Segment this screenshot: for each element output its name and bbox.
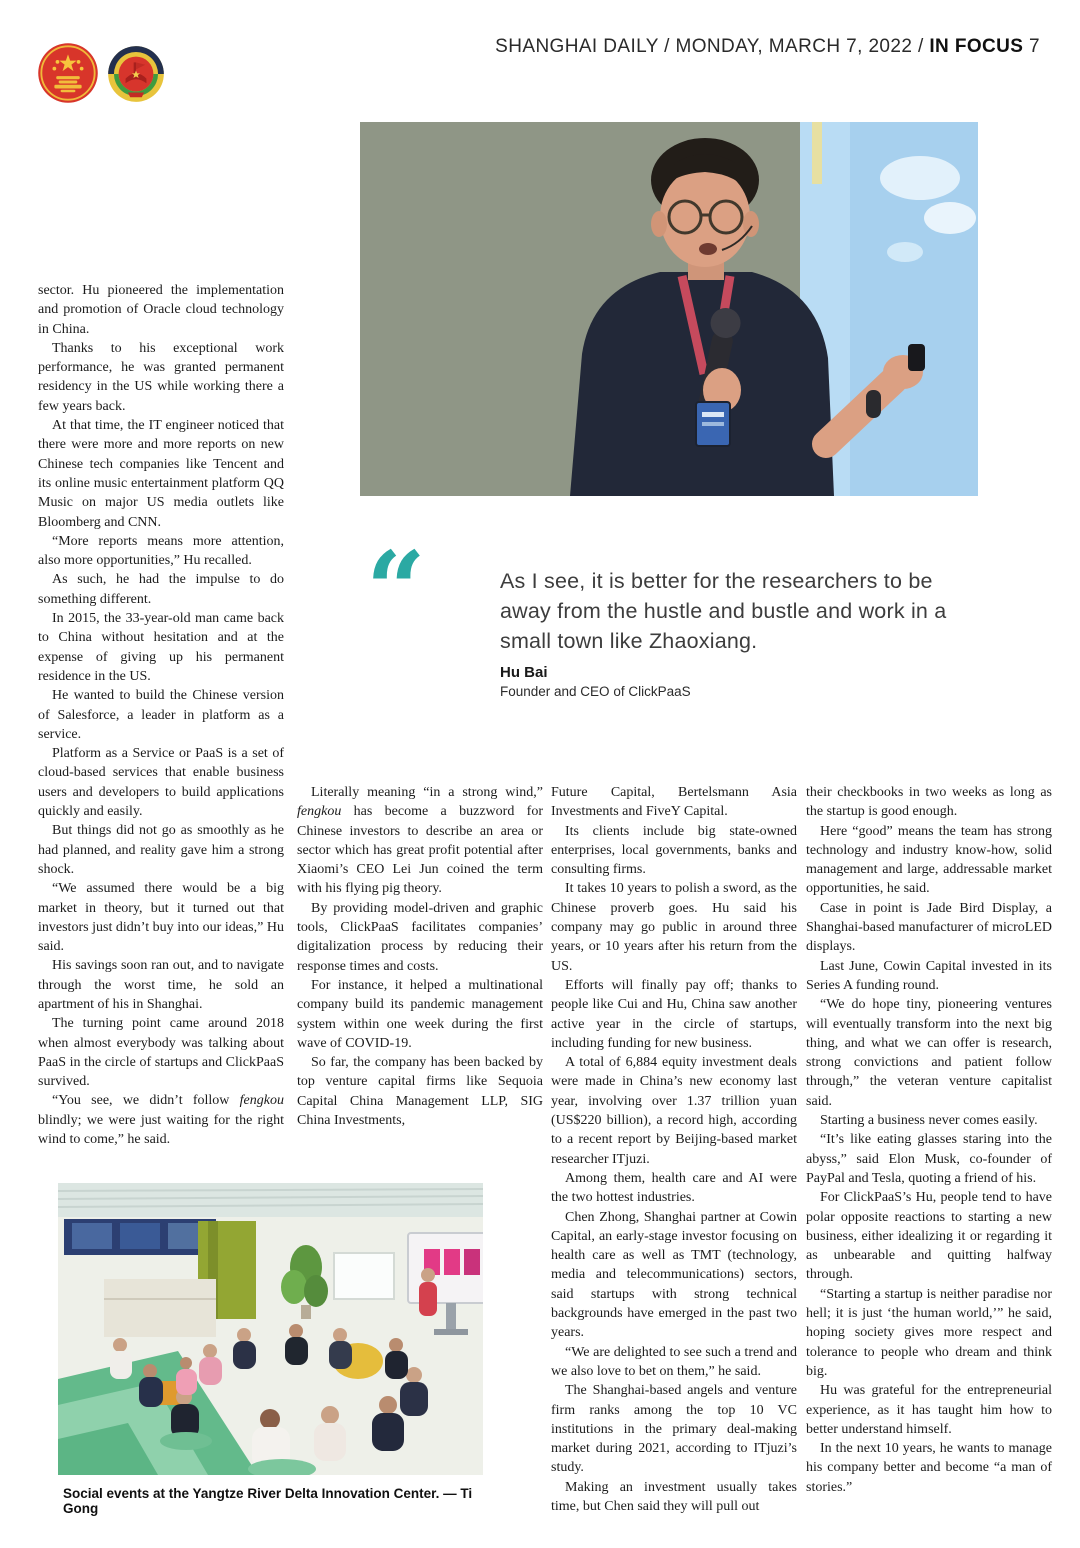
article-paragraph: “We do hope tiny, pioneering ventures will eventually transform into the next big thing, and what we can offer is research, strong convictions and patient follow through,” the veteran venture capitalist said.	[806, 997, 1052, 1109]
quote-author-title: Founder and CEO of ClickPaaS	[500, 684, 691, 699]
bottom-photo-innovation-center	[58, 1183, 483, 1475]
article-paragraph: His savings soon ran out, and to navigate through the worst time, he sold an apartment of his in Shanghai.	[38, 958, 284, 1012]
article-paragraph: For instance, it helped a multinational company build its pandemic management system within one week during the first wave of COVID-19.	[297, 977, 543, 1051]
article-paragraph: For ClickPaaS’s Hu, people tend to have polar opposite reactions to starting a new business, either idealizing it or regarding it as unbearable and quitting halfway through.	[806, 1190, 1052, 1283]
article-paragraph: A total of 6,884 equity investment deals were made in China’s new economy last year, involving over 1.37 trillion yuan (US$220 billion), a record high, according to a recent report by Beijing-based market researcher ITjuzi.	[551, 1055, 797, 1167]
article-paragraph: It takes 10 years to polish a sword, as the Chinese proverb goes. Hu said his company may go public in around three years, or 10 years after his return from the US.	[551, 881, 797, 974]
article-paragraph: their checkbooks in two weeks as long as the startup is good enough.	[806, 785, 1052, 820]
emblem-row	[37, 42, 165, 104]
quote-mark-icon: “	[366, 528, 426, 651]
article-paragraph: Case in point is Jade Bird Display, a Shanghai-based manufacturer of microLED displays.	[806, 900, 1052, 955]
article-column-2	[297, 783, 543, 1130]
article-paragraph: “You see, we didn’t follow fengkou blindly; we were just waiting for the right wind to come,” he said.	[38, 1093, 284, 1148]
quote-author: Hu Bai	[500, 664, 548, 681]
article-column-4	[806, 783, 1052, 1497]
article-paragraph: At that time, the IT engineer noticed that there were more and more reports on new Chinese tech companies like Tencent and its online music entertainment platform QQ Music on major US media outlets like Bloomberg and CNN.	[38, 418, 284, 530]
cppcc-emblem-icon	[107, 45, 165, 103]
innovation-center-illustration	[58, 1183, 483, 1475]
article-paragraph: Making an investment usually takes time, but Chen said they will pull out	[551, 1479, 797, 1514]
article-paragraph: “It’s like eating glasses staring into the abyss,” said Elon Musk, co-founder of PayPal and Tesla, quoting a friend of his.	[806, 1132, 1052, 1186]
article-paragraph: “We are delighted to see such a trend and we also love to bet on them,” he said.	[551, 1344, 797, 1379]
masthead-text: SHANGHAI DAILY / MONDAY, MARCH 7, 2022 /	[495, 36, 924, 57]
photo-caption: Social events at the Yangtze River Delta Innovation Center. — Ti Gong	[63, 1486, 473, 1516]
main-photo-speaker	[360, 122, 978, 496]
article-paragraph: Starting a business never comes easily.	[820, 1113, 1038, 1129]
article-paragraph: Future Capital, Bertelsmann Asia Investments and FiveY Capital.	[551, 785, 797, 820]
article-paragraph: Chen Zhong, Shanghai partner at Cowin Capital, an early-stage investor focusing on health care as well as TMT (technology, media and telecommunications) sectors, said startups with strong technical backgrounds have emerged in the past two years.	[551, 1209, 797, 1341]
article-paragraph: The turning point came around 2018 when almost everybody was talking about PaaS in the circle of startups and ClickPaaS survived.	[38, 1016, 284, 1090]
article-paragraph: By providing model-driven and graphic tools, ClickPaaS facilitates companies’ digitalization process by reducing their response times and costs.	[297, 900, 543, 974]
pull-quote-text: As I see, it is better for the researchers to be away from the hustle and bustle and work in a small town like Zhaoxiang.	[500, 569, 947, 653]
article-paragraph: In 2015, the 33-year-old man came back to China without hesitation and at the expense of giving up his permanent residence in the US.	[38, 611, 284, 684]
article-paragraph: Literally meaning “in a strong wind,” fengkou has become a buzzword for Chinese investors to describe an area or sector which has great profit potential after Xiaomi’s CEO Lei Jun coined the term with his flying pig theory.	[297, 785, 543, 897]
section-label: IN FOCUS	[929, 36, 1024, 57]
article-paragraph: sector. Hu pioneered the implementation and promotion of Oracle cloud technology in China.	[38, 283, 284, 337]
article-paragraph: Last June, Cowin Capital invested in its Series A funding round.	[806, 958, 1052, 993]
article-paragraph: Efforts will finally pay off; thanks to people like Cui and Hu, China saw another active year in the circle of startups, including funding for new business.	[551, 977, 797, 1051]
article-paragraph: In the next 10 years, he wants to manage his company better and become “a man of stories.”	[806, 1441, 1052, 1495]
article-column-3	[551, 783, 797, 1516]
article-paragraph: “More reports means more attention, also more opportunities,” Hu recalled.	[38, 533, 284, 569]
article-paragraph: But things did not go as smoothly as he had planned, and reality gave him a strong shock.	[38, 823, 284, 877]
article-paragraph: “We assumed there would be a big market in theory, but it turned out that investors just didn’t buy into our ideas,” Hu said.	[38, 881, 284, 955]
article-column-1	[38, 281, 284, 1149]
article-paragraph: Here “good” means the team has strong technology and industry know-how, solid management and large, addressable market opportunities, he said.	[806, 823, 1052, 897]
article-paragraph: So far, the company has been backed by top venture capital firms like Sequoia Capital China Management LLP, SIG China Investments,	[297, 1055, 543, 1129]
article-paragraph: He wanted to build the Chinese version of Salesforce, a leader in platform as a service.	[38, 688, 284, 742]
article-paragraph: The Shanghai-based angels and venture firm ranks among the top 10 VC institutions in the primary deal-making market during 2021, according to ITjuzi’s study.	[551, 1383, 797, 1476]
article-paragraph: Its clients include big state-owned enterprises, local governments, banks and consulting firms.	[551, 823, 797, 878]
article-paragraph: Thanks to his exceptional work performance, he was granted permanent residency in the US while working there a few years back.	[38, 340, 284, 414]
article-paragraph: “Starting a startup is neither paradise nor hell; it is just ‘the human world,’” he said, hoping society gives more respect and tolerance to people who dream and think big.	[806, 1286, 1052, 1379]
article-paragraph: Among them, health care and AI were the two hottest industries.	[551, 1170, 797, 1206]
article-paragraph: As such, he had the impulse to do something different.	[38, 572, 284, 607]
speaker-photo-illustration	[360, 122, 978, 496]
article-paragraph: Platform as a Service or PaaS is a set of cloud-based services that enable business users and developers to build applications quickly and easily.	[38, 746, 284, 820]
article-paragraph: Hu was grateful for the entrepreneurial experience, as it has taught him how to better understand himself.	[806, 1383, 1052, 1437]
china-national-emblem-icon	[37, 42, 99, 104]
page-number: 7	[1029, 36, 1040, 57]
page-header	[495, 36, 1040, 58]
